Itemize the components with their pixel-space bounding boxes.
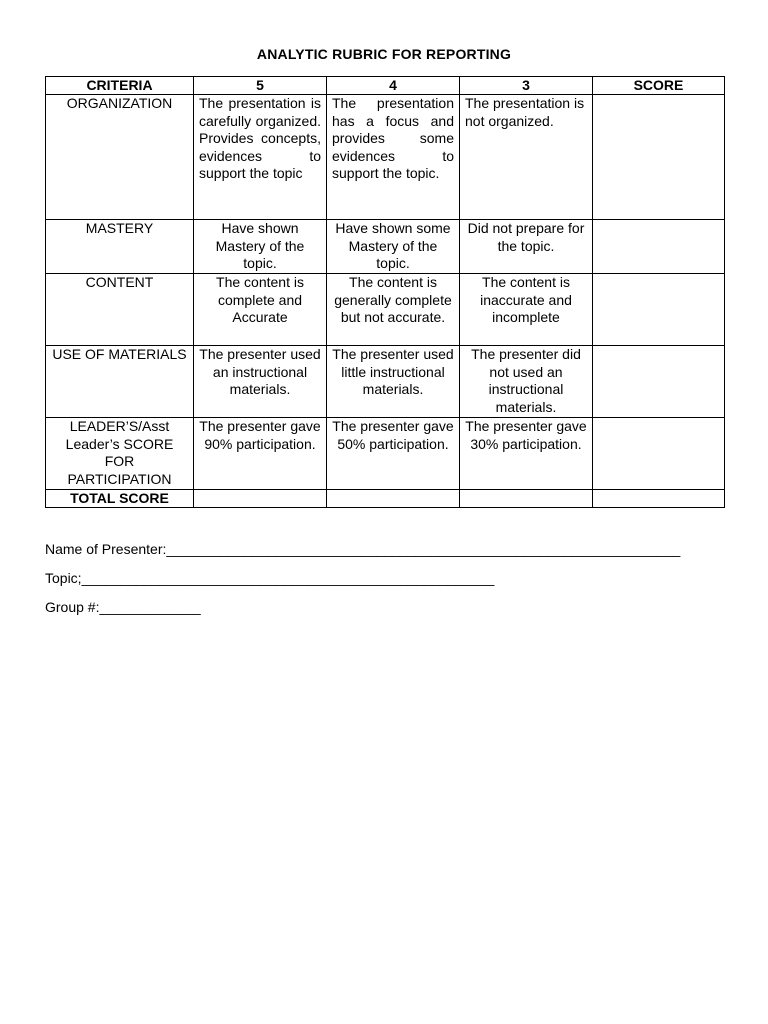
total-level-4-cell bbox=[327, 490, 460, 508]
criteria-cell: MASTERY bbox=[46, 220, 194, 274]
total-level-3-cell bbox=[460, 490, 593, 508]
level-4-cell: The presenter gave 50% participation. bbox=[327, 418, 460, 490]
group-number-field[interactable]: Group #:_____________ bbox=[45, 599, 201, 615]
level-4-cell: The content is generally complete but not accurate. bbox=[327, 274, 460, 346]
level-4-cell: Have shown some Mastery of the topic. bbox=[327, 220, 460, 274]
total-level-5-cell bbox=[194, 490, 327, 508]
presenter-name-field[interactable]: Name of Presenter:__________________________________________________________________ bbox=[45, 541, 681, 557]
level-5-cell: The presenter gave 90% participation. bbox=[194, 418, 327, 490]
criteria-cell: LEADER’S/Asst Leader’s SCORE FOR PARTICIPATION bbox=[46, 418, 194, 490]
level-3-cell: The presentation is not organized. bbox=[460, 95, 593, 220]
level-3-cell: The presenter did not used an instructional materials. bbox=[460, 346, 593, 418]
score-cell[interactable] bbox=[593, 95, 725, 220]
criteria-cell: ORGANIZATION bbox=[46, 95, 194, 220]
criteria-cell: CONTENT bbox=[46, 274, 194, 346]
page-title: ANALYTIC RUBRIC FOR REPORTING bbox=[256, 46, 512, 62]
header-criteria: CRITERIA bbox=[46, 77, 194, 95]
total-score-row bbox=[46, 490, 725, 508]
table-header-row bbox=[46, 77, 725, 95]
table-row bbox=[46, 346, 725, 418]
table-row bbox=[46, 418, 725, 490]
level-5-cell: The presenter used an instructional materials. bbox=[194, 346, 327, 418]
level-4-cell: The presenter used little instructional materials. bbox=[327, 346, 460, 418]
header-score: SCORE bbox=[593, 77, 725, 95]
table-row bbox=[46, 95, 725, 220]
header-level-3: 3 bbox=[460, 77, 593, 95]
level-3-cell: The content is inaccurate and incomplete bbox=[460, 274, 593, 346]
score-cell[interactable] bbox=[593, 346, 725, 418]
total-score-cell[interactable] bbox=[593, 490, 725, 508]
rubric-table bbox=[45, 76, 725, 508]
topic-field[interactable]: Topic;_____________________________________________________ bbox=[45, 570, 495, 586]
level-5-cell: Have shown Mastery of the topic. bbox=[194, 220, 327, 274]
level-5-cell: The content is complete and Accurate bbox=[194, 274, 327, 346]
header-level-4: 4 bbox=[327, 77, 460, 95]
criteria-cell: USE OF MATERIALS bbox=[46, 346, 194, 418]
score-cell[interactable] bbox=[593, 274, 725, 346]
table-row bbox=[46, 220, 725, 274]
table-row bbox=[46, 274, 725, 346]
level-3-cell: Did not prepare for the topic. bbox=[460, 220, 593, 274]
total-score-label: TOTAL SCORE bbox=[46, 490, 194, 508]
level-4-cell: The presentation has a focus and provides some evidences to support the topic. bbox=[327, 95, 460, 220]
header-level-5: 5 bbox=[194, 77, 327, 95]
level-3-cell: The presenter gave 30% participation. bbox=[460, 418, 593, 490]
score-cell[interactable] bbox=[593, 220, 725, 274]
score-cell[interactable] bbox=[593, 418, 725, 490]
level-5-cell: The presentation is carefully organized. Provides concepts, evidences to support the topic bbox=[194, 95, 327, 220]
